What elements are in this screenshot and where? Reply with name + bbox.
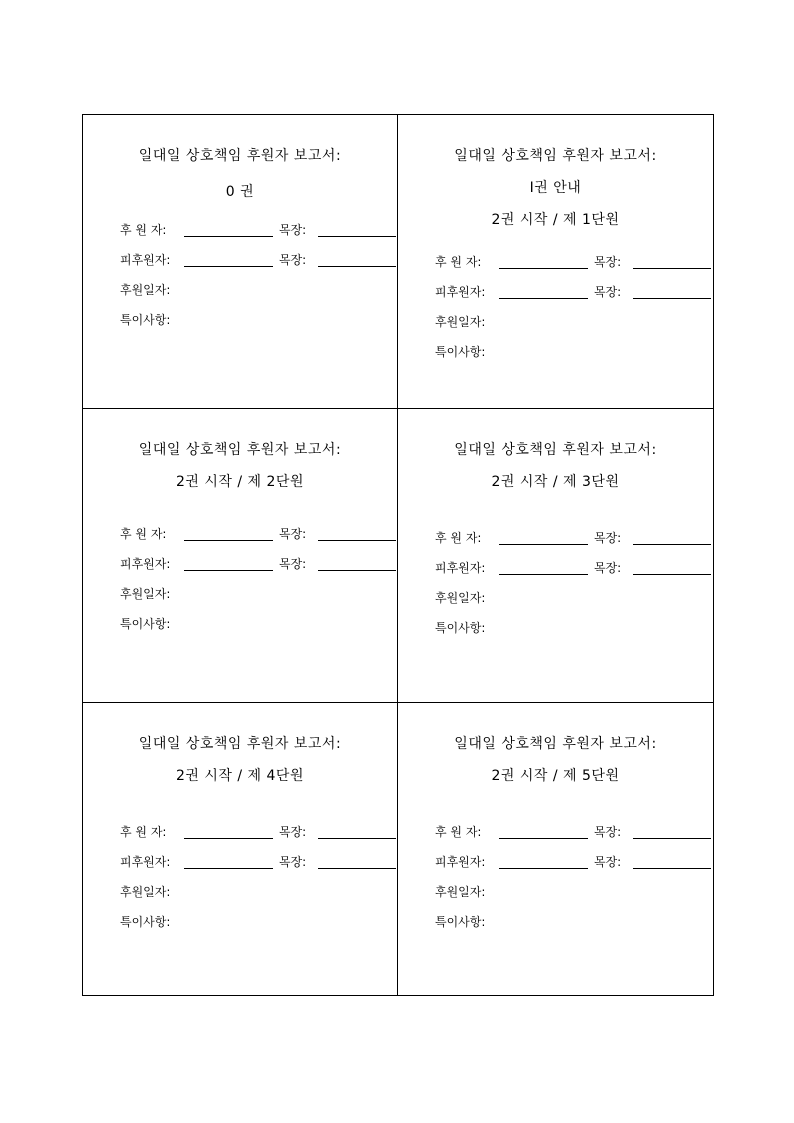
sponsor-blank-line[interactable] (499, 544, 588, 545)
report-card-6 (398, 703, 713, 995)
card-subtitle: 2권 시작 / 제 5단원 (491, 768, 620, 784)
sponsor-date-label: 후원일자: (120, 283, 171, 297)
card-title: 일대일 상호책임 후원자 보고서: (138, 736, 342, 752)
sponsee-blank-line[interactable] (184, 570, 273, 571)
card-subtitle: 2권 시작 / 제 1단원 (491, 212, 620, 228)
sponsor-date-label: 후원일자: (120, 885, 171, 899)
pastor-label: 목장: (594, 561, 622, 575)
pastor-label: 목장: (594, 825, 622, 839)
pastor-label: 목장: (279, 825, 307, 839)
sponsee-blank-line[interactable] (499, 868, 588, 869)
sponsee-blank-line[interactable] (184, 868, 273, 869)
sponsor-blank-line[interactable] (184, 236, 273, 237)
card-subtitle: I권 안내 (529, 180, 582, 196)
card-title: 일대일 상호책임 후원자 보고서: (454, 736, 657, 752)
pastor-label: 목장: (594, 285, 622, 299)
report-card-3 (83, 409, 398, 703)
sponsee-blank-line[interactable] (184, 266, 273, 267)
pastor-label: 목장: (279, 557, 307, 571)
sponsee-label: 피후원자: (435, 561, 486, 575)
sponsor-date-label: 후원일자: (435, 315, 486, 329)
card-title: 일대일 상호책임 후원자 보고서: (138, 442, 342, 458)
pastor-blank-line[interactable] (318, 868, 396, 869)
pastor-blank-line[interactable] (318, 570, 396, 571)
sponsor-label: 후 원 자: (120, 825, 167, 839)
card-title: 일대일 상호책임 후원자 보고서: (454, 148, 657, 164)
pastor-label: 목장: (594, 531, 622, 545)
notes-label: 특이사항: (120, 313, 171, 327)
report-card-grid (82, 114, 714, 996)
card-title: 일대일 상호책임 후원자 보고서: (454, 442, 657, 458)
sponsee-label: 피후원자: (120, 253, 171, 267)
sponsor-blank-line[interactable] (499, 838, 588, 839)
sponsee-blank-line[interactable] (499, 298, 588, 299)
pastor-blank-line[interactable] (318, 236, 396, 237)
sponsor-label: 후 원 자: (435, 825, 482, 839)
pastor-label: 목장: (594, 855, 622, 869)
notes-label: 특이사항: (435, 621, 486, 635)
card-title: 일대일 상호책임 후원자 보고서: (138, 148, 342, 164)
card-subtitle: 2권 시작 / 제 4단원 (176, 768, 304, 784)
pastor-label: 목장: (279, 527, 307, 541)
report-card-4 (398, 409, 713, 703)
report-card-2 (398, 115, 713, 409)
report-card-5 (83, 703, 398, 995)
pastor-blank-line[interactable] (633, 268, 711, 269)
pastor-blank-line[interactable] (633, 868, 711, 869)
sponsee-blank-line[interactable] (499, 574, 588, 575)
card-subtitle: 0 권 (225, 184, 255, 200)
sponsor-label: 후 원 자: (435, 531, 482, 545)
notes-label: 특이사항: (120, 617, 171, 631)
pastor-label: 목장: (279, 223, 307, 237)
pastor-blank-line[interactable] (318, 540, 396, 541)
pastor-blank-line[interactable] (633, 544, 711, 545)
sponsor-date-label: 후원일자: (435, 591, 486, 605)
sponsor-label: 후 원 자: (120, 527, 167, 541)
notes-label: 특이사항: (435, 915, 486, 929)
pastor-blank-line[interactable] (633, 574, 711, 575)
card-subtitle: 2권 시작 / 제 2단원 (176, 474, 304, 490)
pastor-blank-line[interactable] (633, 838, 711, 839)
card-subtitle: 2권 시작 / 제 3단원 (491, 474, 620, 490)
sponsor-label: 후 원 자: (120, 223, 167, 237)
pastor-blank-line[interactable] (633, 298, 711, 299)
sponsor-blank-line[interactable] (184, 540, 273, 541)
sponsor-date-label: 후원일자: (120, 587, 171, 601)
pastor-blank-line[interactable] (318, 266, 396, 267)
pastor-label: 목장: (279, 253, 307, 267)
notes-label: 특이사항: (120, 915, 171, 929)
notes-label: 특이사항: (435, 345, 486, 359)
sponsor-date-label: 후원일자: (435, 885, 486, 899)
pastor-label: 목장: (594, 255, 622, 269)
pastor-label: 목장: (279, 855, 307, 869)
sponsor-blank-line[interactable] (499, 268, 588, 269)
sponsor-blank-line[interactable] (184, 838, 273, 839)
sponsee-label: 피후원자: (120, 855, 171, 869)
sponsee-label: 피후원자: (120, 557, 171, 571)
report-card-1 (83, 115, 398, 409)
sponsee-label: 피후원자: (435, 855, 486, 869)
pastor-blank-line[interactable] (318, 838, 396, 839)
sponsee-label: 피후원자: (435, 285, 486, 299)
sponsor-label: 후 원 자: (435, 255, 482, 269)
